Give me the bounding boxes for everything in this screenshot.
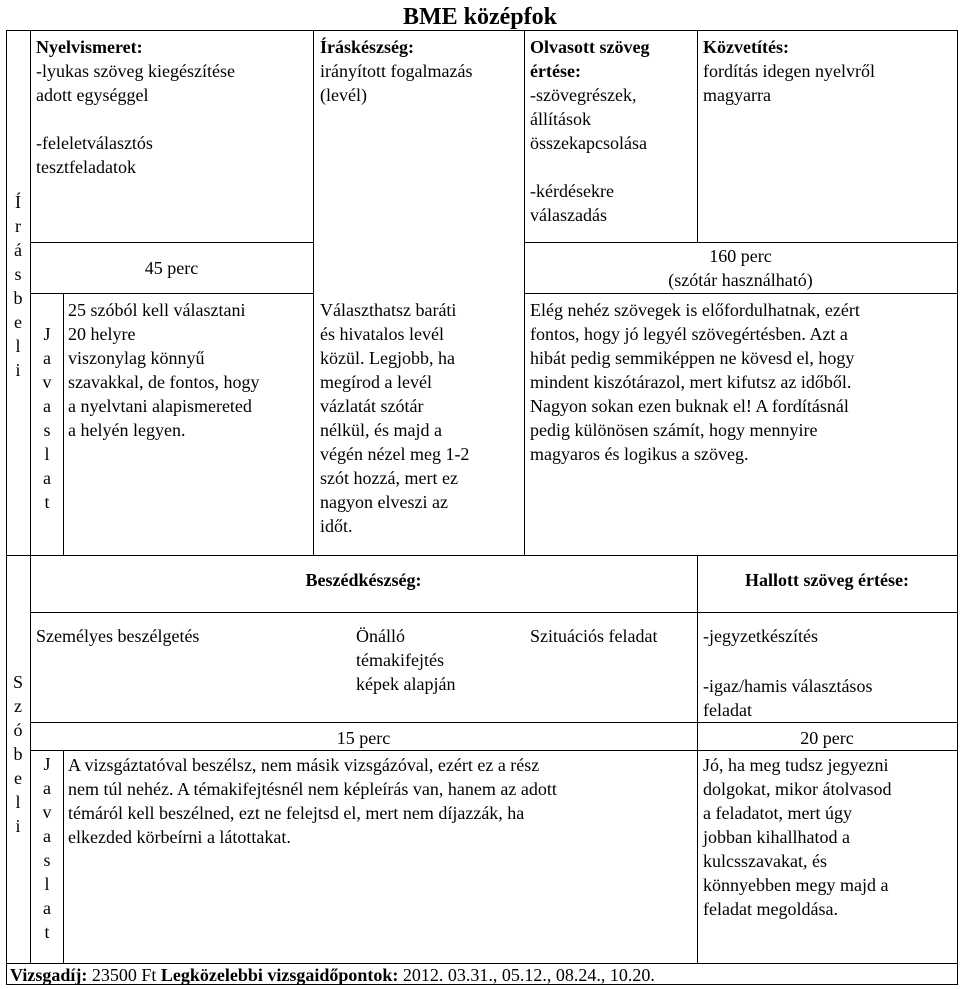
tip-line: szavakkal, de fontos, hogy xyxy=(68,372,260,392)
olvasott-heading: értése: xyxy=(530,61,581,81)
tip-line: nélkül, és majd a xyxy=(320,420,442,440)
tip-line: fontos, hogy jó legyél szövegértésben. Azt a xyxy=(530,324,848,344)
tip-line: mindent kiszótárazol, mert kifutsz az időből. xyxy=(530,372,852,392)
divider xyxy=(697,555,698,963)
side-letter: b xyxy=(13,744,23,764)
side-letter: a xyxy=(43,826,51,846)
onallo-cell xyxy=(356,624,516,696)
kozvetites-cell xyxy=(703,35,955,107)
tip-line: végén nézel meg 1-2 xyxy=(320,444,470,464)
kozvetites-line: fordítás idegen nyelvről xyxy=(703,61,875,81)
side-letter: i xyxy=(15,360,21,380)
fee-label: Vizsgadíj: xyxy=(10,965,88,985)
iraskeszseg-line: (levél) xyxy=(320,85,367,105)
tip-line: időt. xyxy=(320,516,353,536)
nyelvismeret-line: adott egységgel xyxy=(36,85,149,105)
tip-line: a helyén legyen. xyxy=(68,420,186,440)
tip-line: magyaros és logikus a szöveg. xyxy=(530,444,749,464)
tip-line: könnyebben megy majd a xyxy=(703,875,889,895)
speaking-time: 15 perc xyxy=(336,728,391,748)
tip-line: szót hozzá, mert ez xyxy=(320,468,458,488)
side-letter: ó xyxy=(13,720,23,740)
olvasott-line: -szövegrészek, xyxy=(530,85,637,105)
listening-tip xyxy=(703,753,955,921)
onallo-line: Önálló xyxy=(356,626,405,646)
side-letter: l xyxy=(44,874,50,894)
olvasott-cell xyxy=(530,35,695,227)
side-letter: a xyxy=(43,898,51,918)
tip-line: 25 szóból kell választani xyxy=(68,300,246,320)
side-letter: e xyxy=(14,312,22,332)
hallott-heading: Hallott szöveg értése: xyxy=(745,570,909,590)
olvasott-line: -kérdésekre xyxy=(530,181,614,201)
divider xyxy=(63,293,64,555)
personal-task: Személyes beszélgetés xyxy=(36,626,200,646)
iraskeszseg-line: irányított fogalmazás xyxy=(320,61,473,81)
side-letter: á xyxy=(14,240,22,260)
listening-line: -jegyzetkészítés xyxy=(703,626,818,646)
tip-line: feladat megoldása. xyxy=(703,899,838,919)
dates-label: Legközelebbi vizsgaidőpontok: xyxy=(160,965,399,985)
nyelvismeret-heading: Nyelvismeret: xyxy=(36,37,143,57)
tip-line: hibát pedig semmiképpen ne kövesd el, hogy xyxy=(530,348,855,368)
tip-line: 20 helyre xyxy=(68,324,136,344)
divider xyxy=(524,293,957,294)
tip-line: jobban kihallhatod a xyxy=(703,827,850,847)
border-left xyxy=(6,30,7,985)
tip-line: Választhatsz baráti xyxy=(320,300,457,320)
divider xyxy=(30,722,957,723)
divider xyxy=(6,555,958,556)
listening-line: -igaz/hamis választásos xyxy=(703,676,873,696)
divider xyxy=(313,30,314,555)
tip-line: kulcsszavakat, és xyxy=(703,851,827,871)
tip-line: pedig különösen számít, hogy mennyire xyxy=(530,420,818,440)
side-letter: r xyxy=(15,216,21,236)
onallo-line: témakifejtés xyxy=(356,650,444,670)
nyelvismeret-tip xyxy=(68,298,313,442)
side-letter: i xyxy=(15,816,21,836)
olvasott-line: állítások xyxy=(530,109,591,129)
border-top xyxy=(6,30,958,31)
side-letter: a xyxy=(43,778,51,798)
tip-line: nem túl nehéz. A témakifejtésnél nem képleírás van, hanem az adott xyxy=(68,779,557,799)
side-letter: a xyxy=(43,396,51,416)
tip-line: Elég nehéz szövegek is előfordulhatnak, ezért xyxy=(530,300,860,320)
listening-line: feladat xyxy=(703,700,752,720)
tip-line: megírod a levél xyxy=(320,372,432,392)
iraskeszseg-heading: Íráskészség: xyxy=(320,37,414,57)
divider xyxy=(30,555,31,963)
side-letter: l xyxy=(44,444,50,464)
nyelvismeret-time: 45 perc xyxy=(144,258,199,278)
dates-value: 2012. 03.31., 05.12., 08.24., 10.20. xyxy=(398,965,655,985)
divider xyxy=(30,293,313,294)
side-letter: v xyxy=(42,802,52,822)
shared-time: 160 perc xyxy=(709,246,772,266)
border-right xyxy=(957,30,958,985)
divider xyxy=(30,750,957,751)
olvasott-line: válaszadás xyxy=(530,205,607,225)
divider xyxy=(30,612,957,613)
side-letter: s xyxy=(43,420,51,440)
olvasott-line: összekapcsolása xyxy=(530,133,647,153)
shared-tip xyxy=(530,298,955,466)
tip-line: Jó, ha meg tudsz jegyezni xyxy=(703,755,889,775)
side-letter: l xyxy=(15,336,21,356)
nyelvismeret-line: -lyukas szöveg kiegészítése xyxy=(36,61,235,81)
kozvetites-line: magyarra xyxy=(703,85,771,105)
tip-line: nagyon elveszi az xyxy=(320,492,448,512)
side-letter: a xyxy=(43,348,51,368)
situational-task: Szituációs feladat xyxy=(530,626,658,646)
beszedkeszseg-heading: Beszédkészség: xyxy=(305,570,422,590)
side-letter: s xyxy=(14,264,22,284)
fee-value: 23500 Ft xyxy=(87,965,161,985)
side-label-javaslat-written xyxy=(35,322,59,514)
page-title: BME középfok xyxy=(402,4,557,30)
side-letter: e xyxy=(14,768,22,788)
side-label-irasbeli xyxy=(6,190,30,382)
listening-time: 20 perc xyxy=(800,728,854,748)
tip-line: viszonylag könnyű xyxy=(68,348,205,368)
iraskeszseg-cell xyxy=(320,35,520,107)
tip-line: a feladatot, mert úgy xyxy=(703,803,852,823)
side-letter: z xyxy=(14,696,22,716)
onallo-line: képek alapján xyxy=(356,674,456,694)
nyelvismeret-cell xyxy=(36,35,311,179)
side-letter: s xyxy=(43,850,51,870)
speaking-tip xyxy=(68,753,696,849)
side-letter: v xyxy=(42,372,52,392)
divider xyxy=(524,242,957,243)
side-letter: t xyxy=(44,492,50,512)
nyelvismeret-line: tesztfeladatok xyxy=(36,157,136,177)
nyelvismeret-line: -feleletválasztós xyxy=(36,133,153,153)
listening-cell xyxy=(703,624,955,722)
tip-line: dolgokat, mikor átolvasod xyxy=(703,779,892,799)
shared-note: (szótár használható) xyxy=(668,270,813,290)
tip-line: A vizsgáztatóval beszélsz, nem másik vizsgázóval, ezért ez a rész xyxy=(68,755,540,775)
divider xyxy=(30,242,313,243)
tip-line: és hivatalos levél xyxy=(320,324,444,344)
side-letter: l xyxy=(15,792,21,812)
side-letter: t xyxy=(44,922,50,942)
side-letter: b xyxy=(13,288,23,308)
iraskeszseg-tip xyxy=(320,298,520,538)
side-letter: J xyxy=(43,754,51,774)
footer xyxy=(10,963,955,987)
shared-time-cell xyxy=(524,244,957,292)
side-letter: J xyxy=(43,324,51,344)
divider xyxy=(697,30,698,242)
tip-line: vázlatát szótár xyxy=(320,396,424,416)
tip-line: Nagyon sokan ezen buknak el! A fordításnál xyxy=(530,396,849,416)
side-letter: Í xyxy=(15,192,21,212)
kozvetites-heading: Közvetítés: xyxy=(703,37,789,57)
tip-line: közül. Legjobb, ha xyxy=(320,348,455,368)
olvasott-heading: Olvasott szöveg xyxy=(530,37,650,57)
tip-line: témáról kell beszélned, ezt ne felejtsd el, mert nem díjazzák, ha xyxy=(68,803,525,823)
side-label-javaslat-oral xyxy=(35,752,59,944)
tip-line: elkezded körbeírni a látottakat. xyxy=(68,827,291,847)
divider xyxy=(63,750,64,963)
side-letter: a xyxy=(43,468,51,488)
tip-line: a nyelvtani alapismereted xyxy=(68,396,252,416)
side-letter: S xyxy=(12,672,23,692)
side-label-szobeli xyxy=(6,670,30,838)
